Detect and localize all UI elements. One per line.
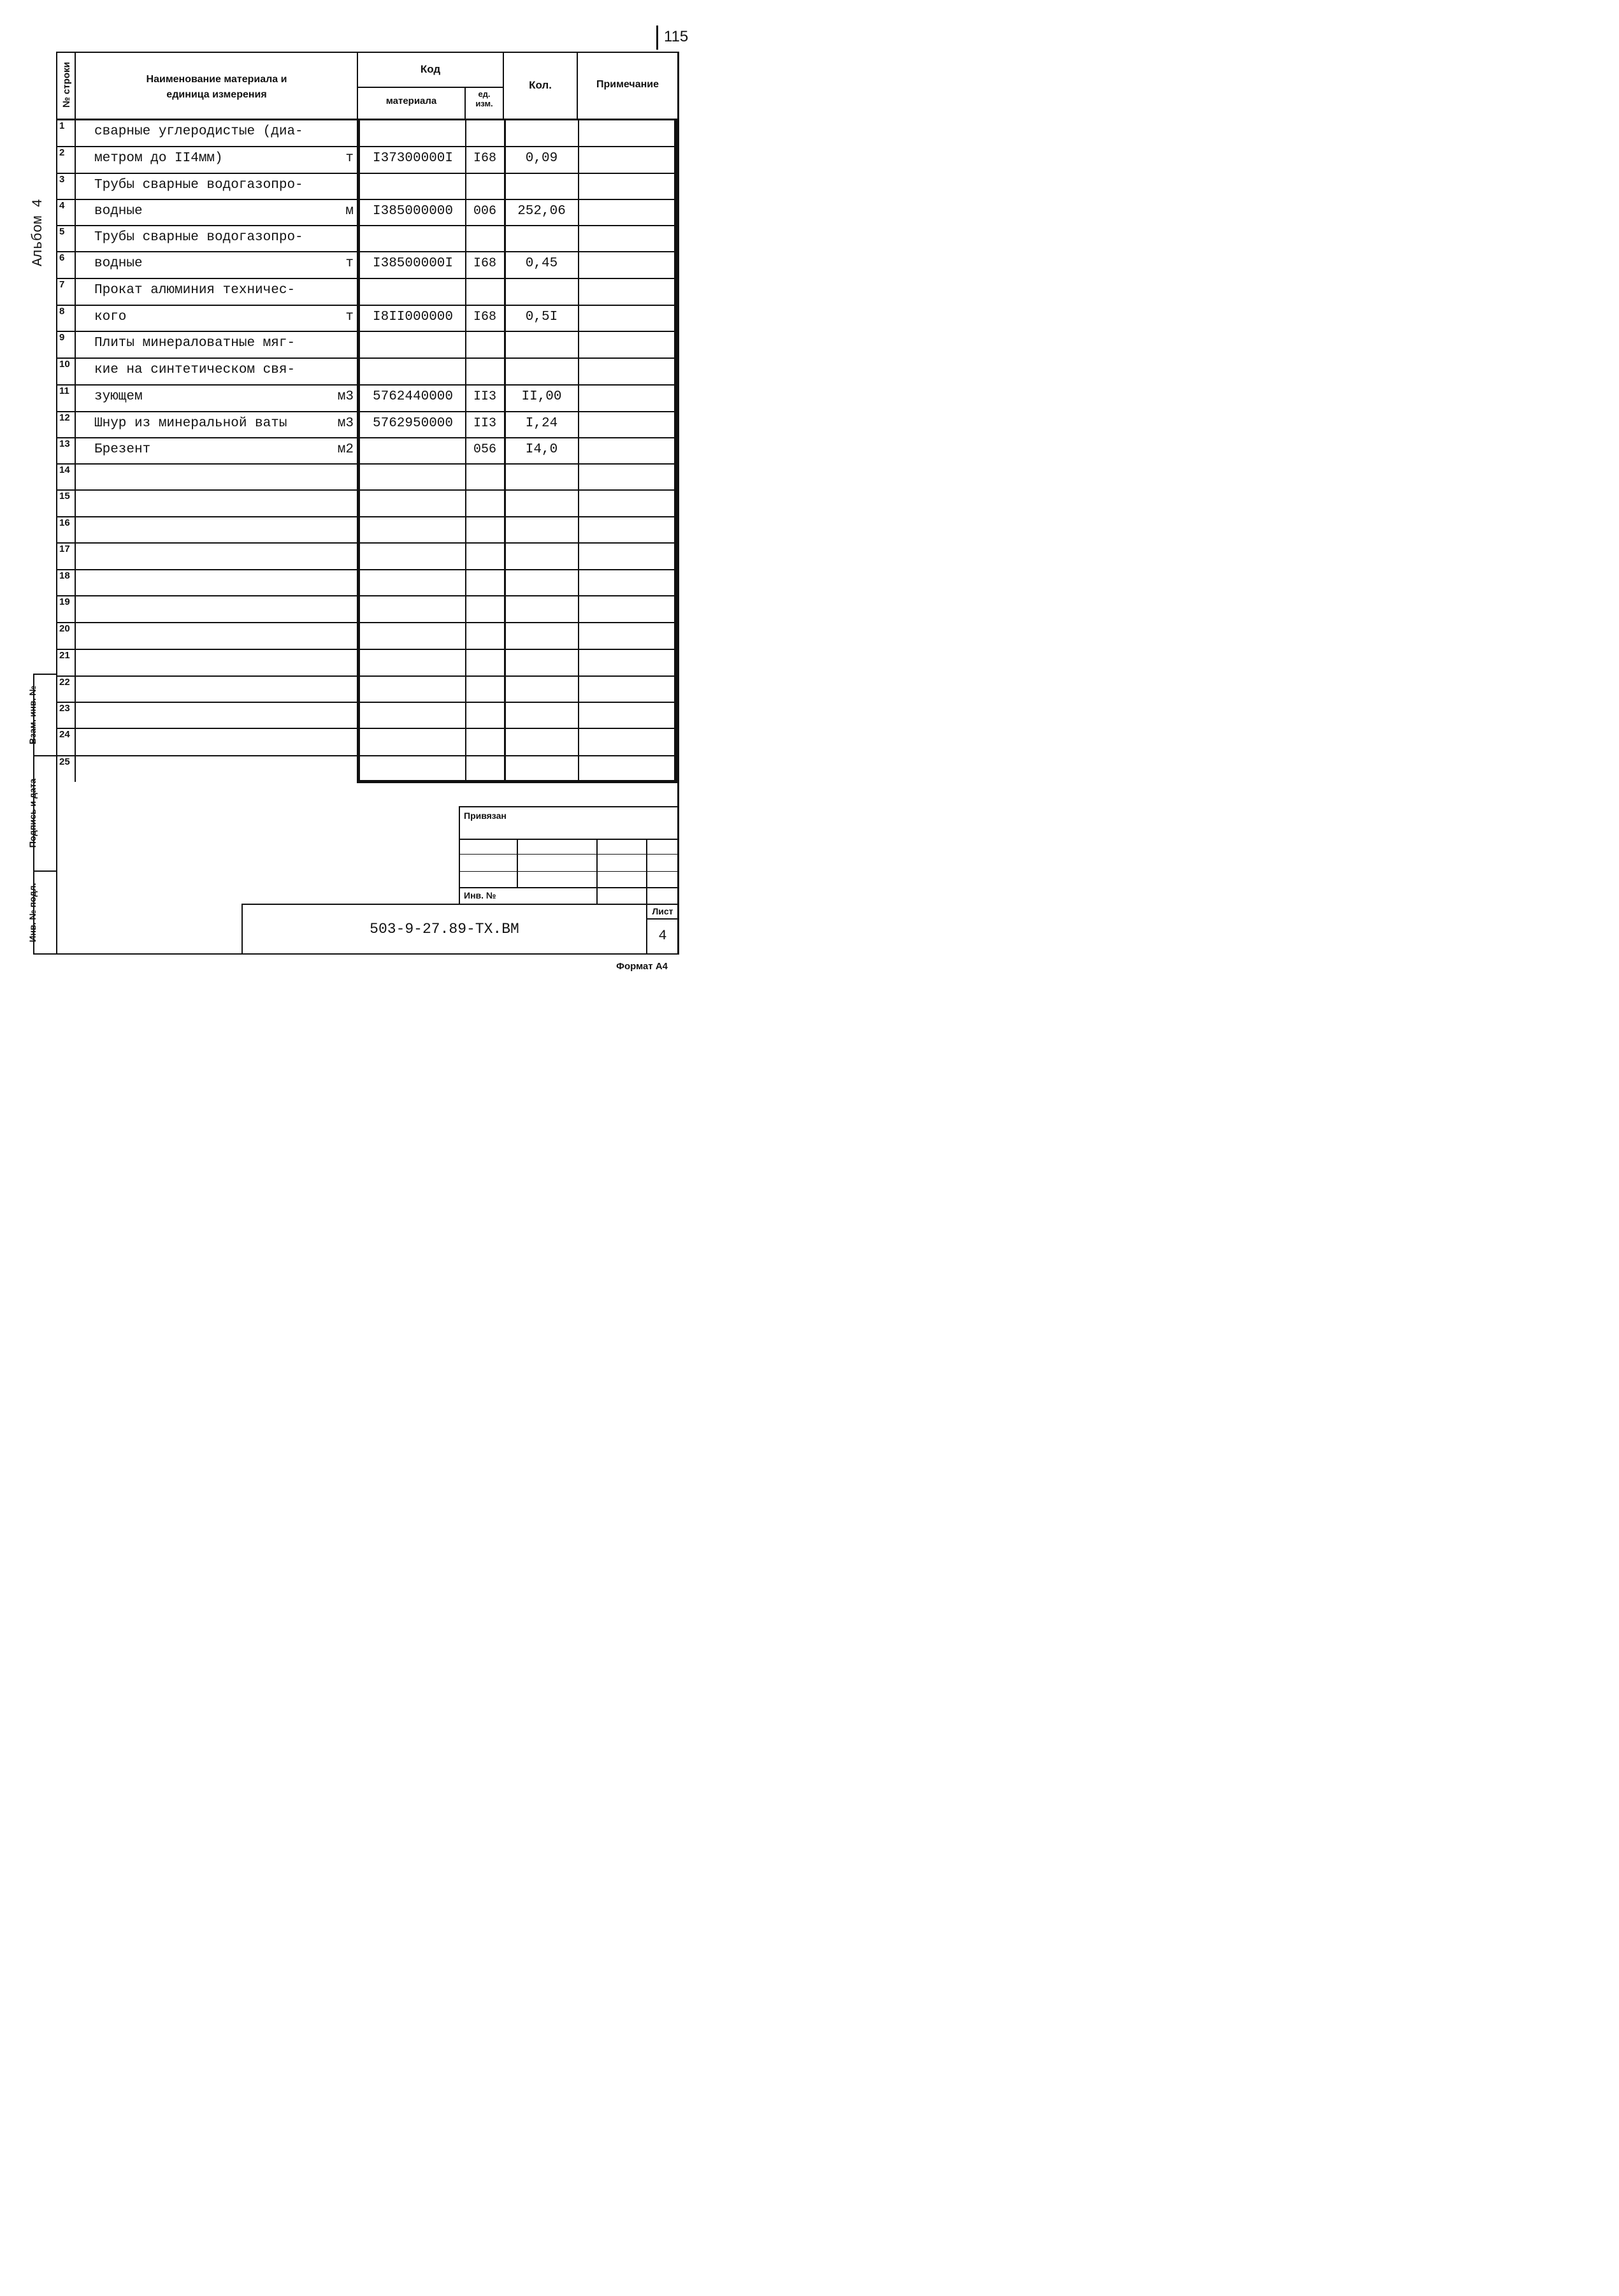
- side-stamp-inv-podl: Инв. № подл.: [27, 883, 38, 942]
- row-line: [56, 516, 678, 517]
- code-col-thick-line: [357, 119, 360, 783]
- row-line: [56, 357, 678, 359]
- row-line: [56, 622, 678, 623]
- row-material-name: кого: [94, 310, 127, 324]
- row-unit-code: 056: [473, 442, 496, 457]
- body-bottom-thick-line: [357, 780, 679, 783]
- row-material-name: Шнур из минеральной ваты: [94, 416, 287, 431]
- header-code: Код: [420, 63, 441, 75]
- row-line: [56, 199, 678, 200]
- row-unit: м3: [337, 389, 354, 404]
- row-unit-code: II3: [473, 416, 496, 431]
- tb-sheet-line: [646, 918, 679, 920]
- row-unit: т: [345, 310, 354, 324]
- row-line: [56, 675, 678, 677]
- hdr-code-split: [357, 87, 503, 88]
- tb-sheet-number: 4: [658, 928, 667, 944]
- tb-sheet-label: Лист: [652, 906, 673, 916]
- row-line: [56, 569, 678, 570]
- row-material-code: 5762950000: [372, 416, 454, 431]
- row-material-code: I385000000: [372, 204, 454, 219]
- page-number: 115: [664, 28, 689, 45]
- header-bottom-line: [56, 119, 679, 120]
- row-quantity: I4,0: [525, 442, 558, 457]
- row-material-name: водные: [94, 204, 143, 219]
- row-line: [56, 278, 678, 279]
- row-unit: м2: [337, 442, 354, 457]
- row-number: 24: [59, 729, 70, 740]
- row-line: [56, 702, 678, 703]
- tb-left: [459, 806, 460, 905]
- row-line: [56, 649, 678, 650]
- row-number: 8: [59, 306, 65, 317]
- row-line: [56, 173, 678, 174]
- row-material-name: водные: [94, 256, 143, 271]
- row-quantity: I,24: [525, 416, 558, 431]
- row-line: [56, 331, 678, 332]
- row-number: 19: [59, 596, 70, 607]
- row-line: [56, 225, 678, 226]
- album-label: Альбом 4: [30, 199, 46, 266]
- row-quantity: II,00: [521, 389, 562, 404]
- body-right-thick-line: [674, 119, 677, 783]
- row-material-name: Трубы сварные водогазопро-: [94, 230, 303, 245]
- row-number: 13: [59, 438, 70, 449]
- row-line: [56, 384, 678, 386]
- header-unit-line2: изм.: [475, 99, 493, 108]
- header-note: Примечание: [596, 79, 659, 90]
- side-stamp-podpis: Подпись и дата: [27, 778, 38, 848]
- row-number: 16: [59, 517, 70, 528]
- tb-col-1: [517, 839, 518, 887]
- tb-col-2: [596, 839, 598, 905]
- row-number: 22: [59, 677, 70, 688]
- frame-right: [677, 52, 679, 955]
- header-qty: Кол.: [529, 79, 552, 91]
- row-quantity: 252,06: [517, 204, 566, 219]
- row-number: 6: [59, 252, 65, 263]
- row-unit-code: 006: [473, 204, 496, 219]
- header-row-no: № строки: [61, 62, 72, 108]
- row-line: [56, 728, 678, 729]
- row-unit-code: I68: [473, 151, 496, 166]
- row-number: 20: [59, 623, 70, 634]
- row-number: 7: [59, 279, 65, 290]
- header-unit-line1: ед.: [478, 89, 491, 99]
- row-material-name: метром до II4мм): [94, 151, 223, 166]
- row-line: [56, 542, 678, 544]
- row-unit: т: [345, 151, 354, 166]
- row-number: 12: [59, 412, 70, 423]
- row-unit-code: I68: [473, 256, 496, 271]
- header-material: материала: [385, 96, 437, 106]
- frame-left: [56, 52, 57, 955]
- frame-top: [56, 52, 678, 53]
- row-line: [56, 595, 678, 596]
- row-number: 15: [59, 491, 70, 502]
- row-material-name: Трубы сварные водогазопро-: [94, 178, 303, 192]
- row-line: [56, 755, 678, 756]
- row-line: [56, 463, 678, 465]
- row-unit-code: I68: [473, 310, 496, 324]
- row-number: 10: [59, 359, 70, 370]
- tb-inv-no: Инв. №: [464, 890, 496, 900]
- tb-main-top: [241, 904, 679, 905]
- row-material-name: сварные углеродистые (диа-: [94, 124, 303, 139]
- tb-top: [459, 806, 679, 807]
- row-line: [56, 305, 678, 306]
- row-number: 3: [59, 174, 65, 185]
- row-unit: м: [345, 204, 354, 219]
- row-material-code: I38500000I: [372, 256, 454, 271]
- tb-doc-code: 503-9-27.89-ТХ.ВМ: [370, 921, 519, 937]
- note-col-line: [578, 119, 579, 782]
- row-number: 23: [59, 703, 70, 714]
- row-number: 2: [59, 147, 65, 158]
- frame-bottom: [33, 953, 679, 955]
- row-number: 25: [59, 756, 70, 767]
- row-material-name: кие на синтетическом свя-: [94, 363, 296, 377]
- format-label: Формат А4: [616, 961, 668, 972]
- row-number: 14: [59, 465, 70, 475]
- row-line: [56, 251, 678, 252]
- row-unit: т: [345, 256, 354, 271]
- row-number: 1: [59, 120, 65, 131]
- tb-privyazan: Привязан: [464, 811, 507, 821]
- row-quantity: 0,09: [525, 151, 558, 166]
- row-material-code: I37300000I: [372, 151, 454, 166]
- header-name-line1: Наименование материала и: [146, 74, 287, 85]
- row-number: 5: [59, 226, 65, 237]
- header-name-line2: единица измерения: [166, 89, 267, 100]
- row-line: [56, 489, 678, 491]
- row-number: 4: [59, 200, 65, 211]
- row-number: 18: [59, 570, 70, 581]
- row-material-code: 5762440000: [372, 389, 454, 404]
- row-material-code: I8II000000: [372, 310, 454, 324]
- row-number: 11: [59, 386, 69, 396]
- hdr-line-code-left: [357, 52, 358, 119]
- row-line: [56, 437, 678, 438]
- row-number: 9: [59, 332, 65, 343]
- row-number: 21: [59, 650, 70, 661]
- row-line: [56, 411, 678, 412]
- row-unit-code: II3: [473, 389, 496, 404]
- row-unit: м3: [337, 416, 354, 431]
- rowno-col-line: [75, 52, 76, 782]
- row-material-name: зующем: [94, 389, 143, 404]
- row-material-name: Брезент: [94, 442, 151, 457]
- row-line: [56, 146, 678, 147]
- row-quantity: 0,5I: [525, 310, 558, 324]
- row-number: 17: [59, 544, 70, 554]
- side-stamp-vzam: Взам. инв. №: [27, 686, 38, 744]
- row-quantity: 0,45: [525, 256, 558, 271]
- row-material-name: Плиты минераловатные мяг-: [94, 336, 296, 350]
- row-material-name: Прокат алюминия техничес-: [94, 283, 296, 298]
- page-number-mark: [656, 25, 658, 50]
